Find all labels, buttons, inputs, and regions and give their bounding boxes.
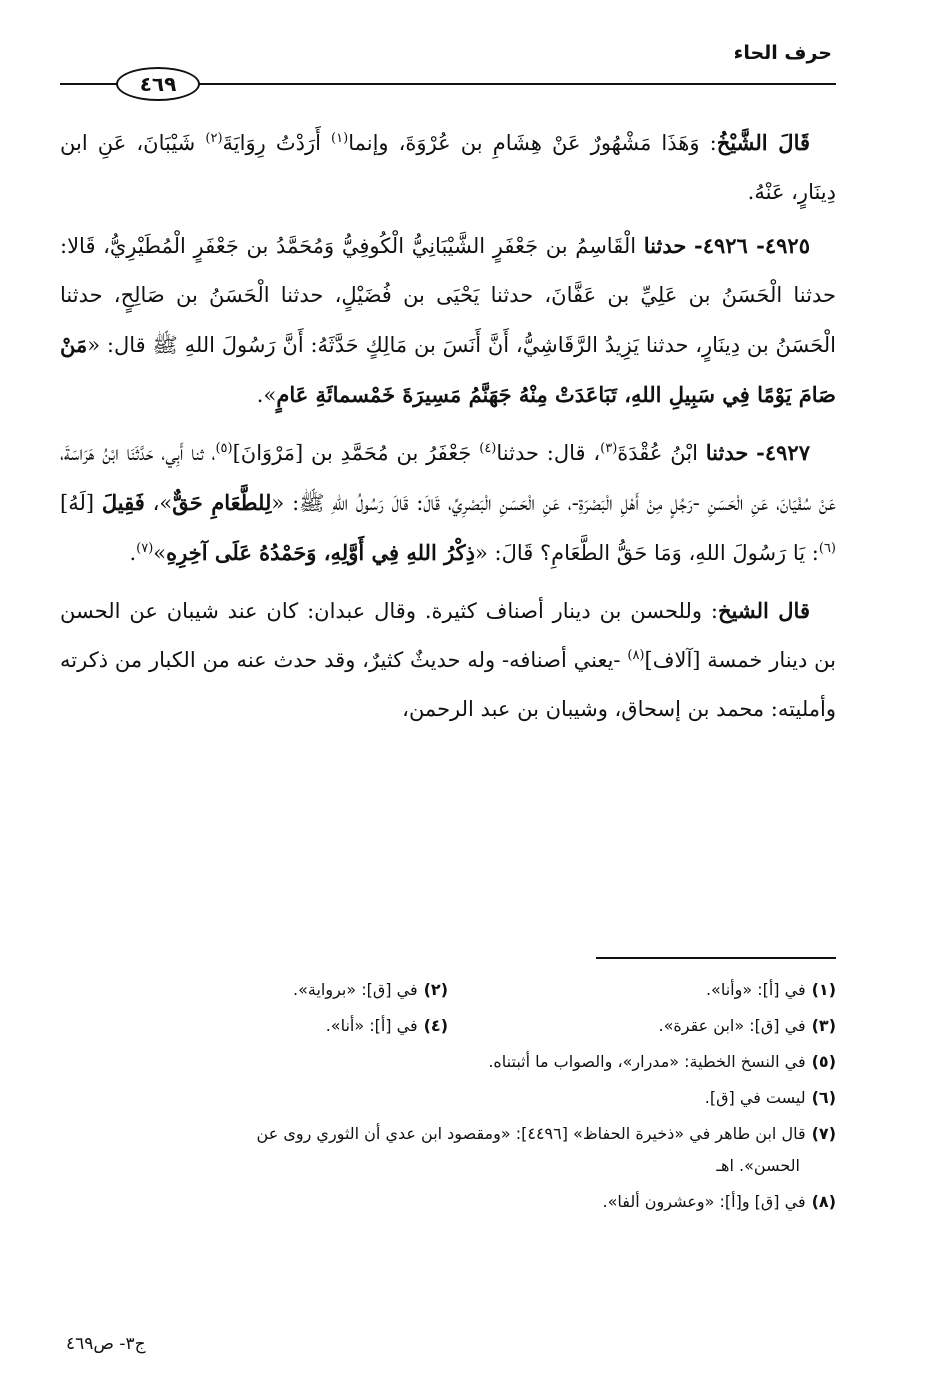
- text-segment: ، ثنا أَبِي، حَدَّثَنَا ابْنُ هَرَاسَةَ، عَنْ سُفْيَانَ، عَنِ الْحَسَنِ -رَجُلٍ مِنْ أَهْلِ الْبَصْرَةِ-، عَنِ الْحَسَنِ الْبَصْرِيِّ، قَالَ: قَالَ رَسُولُ اللهِ ﷺ: «: [60, 441, 836, 515]
- footnote-text: في [ق]: «برواية».: [293, 980, 418, 999]
- footnote-row: [60, 1082, 836, 1114]
- footnote-5: [60, 1046, 836, 1078]
- isnad-text: الْقَاسِمُ بن جَعْفَرٍ الشَّيْبَانِيُّ الْكُوفِيُّ وَمُحَمَّدُ بن جَعْفَرٍ الْمُطَيْرِيُّ، قَالا: حدثنا الْحَسَنُ بن عَلِيِّ بن عَفَّانَ، حدثنا يَحْيَى بن فُضَيْلٍ، حدثنا الْحَسَنُ بن صَالِحٍ، حدثنا الْحَسَنُ بن دِينَارٍ، حدثنا يَزِيدُ الرَّقَاشِيُّ، أَنَّ أَنَسَ بن مَالِكٍ حَدَّثَهُ: أَنَّ رَسُولَ اللهِ ﷺ قال: «: [60, 234, 836, 357]
- text-segment: ».: [256, 383, 277, 407]
- footnote-text: قال ابن طاهر في «ذخيرة الحفاظ» [٤٤٩٦]: «ومقصود ابن عدي أن الثوري روى عن: [256, 1124, 806, 1143]
- footnote-ref-3: (٣): [600, 441, 618, 456]
- footnote-number: (١): [811, 980, 836, 999]
- text-segment: أَرَدْتُ رِوَايَةَ: [222, 131, 332, 155]
- footnote-3: [448, 1010, 836, 1042]
- footnote-ref-6: (٦): [818, 541, 836, 556]
- footnote-1: [448, 974, 836, 1006]
- footnote-text: في [ق] و[أ]: «وعشرون ألفا».: [602, 1192, 806, 1211]
- footnote-number: (٨): [811, 1192, 836, 1211]
- footnote-number: (٦): [811, 1088, 836, 1107]
- footnote-continuation: الحسن». اهـ: [716, 1156, 800, 1175]
- footnote-row: [60, 1186, 836, 1218]
- text-segment: شَيْبَانَ، عَنِ ابن دِينَارٍ، عَنْهُ.: [60, 131, 836, 204]
- main-text: [60, 118, 836, 742]
- text-segment: : وَهَذَا مَشْهُورٌ عَنْ هِشَامِ بن عُرْوَةَ، وإنما: [348, 131, 717, 155]
- hadith-number: ٤٩٢٧-: [756, 440, 810, 465]
- page-number: ٤٦٩: [116, 67, 200, 101]
- footnote-text: في [أ]: «وأنا».: [705, 980, 806, 999]
- hadith-matn: مَنْ صَامَ يَوْمًا فِي سَبِيلِ اللهِ، تَبَاعَدَتْ مِنْهُ جَهَنَّمُ مَسِيرَةَ خَمْسمائَةِ عَامٍ: [60, 332, 836, 407]
- text-segment: جَعْفَرُ بن مُحَمَّدِ بن [مَرْوَانَ]: [232, 441, 480, 465]
- text-segment: ، قال: حدثنا: [496, 441, 601, 465]
- text-segment: [لَهُ]: [60, 491, 102, 515]
- hadith-matn: لِلطَّعَامِ حَقٌّ: [172, 490, 272, 515]
- footnote-ref-4: (٤): [479, 441, 497, 456]
- footnote-row: [60, 1010, 836, 1042]
- footnote-text: في [أ]: «أنا».: [325, 1016, 418, 1035]
- text-segment: ابْنُ عُقْدَةَ: [617, 441, 706, 465]
- paragraph-hadith-4925: [60, 221, 836, 420]
- footnote-number: (٣): [811, 1016, 836, 1035]
- footnote-ref-5: (٥): [215, 441, 233, 456]
- footnote-ref-7: (٧): [136, 541, 154, 556]
- hadith-matn: ذِكْرُ اللهِ فِي أَوَّلِهِ، وَحَمْدُهُ عَلَى آخِرِهِ: [166, 540, 476, 565]
- footnote-ref-1: (١): [331, 131, 349, 146]
- narration-lead: حدثنا: [705, 440, 749, 465]
- text-segment: .: [129, 541, 137, 565]
- footnote-8: [60, 1186, 836, 1218]
- text-segment: »،: [144, 491, 173, 515]
- text-segment: -يعني أصنافه- وله حديثٌ كثيرٌ، وقد حدث عنه من الكبار من ذكرته وأمليته: محمد بن إسحاق، وشيبان بن عبد الرحمن،: [60, 648, 836, 721]
- footnote-4: [60, 1010, 448, 1042]
- volume-page-reference: ج٣- ص٤٦٩: [66, 1334, 146, 1354]
- footnote-ref-2: (٢): [205, 131, 223, 146]
- paragraph-shaykh-note: [60, 586, 836, 734]
- footnote-text: في النسخ الخطية: «مدرار»، والصواب ما أثبتناه.: [488, 1052, 806, 1071]
- footnote-row: [60, 1118, 836, 1182]
- narration-lead: حدثنا: [643, 233, 687, 258]
- footnote-number: (٥): [811, 1052, 836, 1071]
- footnote-ref-8: (٨): [627, 648, 645, 663]
- footnote-row: [60, 1046, 836, 1078]
- hadith-number: ٤٩٢٥- ٤٩٢٦-: [694, 233, 810, 258]
- footnote-text: ليست في [ق].: [704, 1088, 806, 1107]
- footnote-number: (٤): [423, 1016, 448, 1035]
- footnote-text: في [ق]: «ابن عقرة».: [658, 1016, 806, 1035]
- paragraph-shaykh-remark: [60, 118, 836, 217]
- hadith-matn: فَقِيلَ: [101, 490, 145, 515]
- speaker-label: قَالَ الشَّيْخُ: [716, 130, 810, 155]
- text-segment: : يَا رَسُولَ اللهِ، وَمَا حَقُّ الطَّعَامِ؟ قَالَ: «: [475, 541, 819, 565]
- text-segment: »: [153, 541, 167, 565]
- footnote-row: [60, 974, 836, 1006]
- footnote-number: (٢): [423, 980, 448, 999]
- footnote-6: [60, 1082, 836, 1114]
- footnote-7: [60, 1118, 836, 1182]
- text-segment: : وللحسن بن دينار أصناف كثيرة. وقال عبدان: كان عند شيبان عن الحسن بن دينار خمسة [آلاف]: [60, 599, 836, 672]
- speaker-label: قال الشيخ: [717, 598, 810, 623]
- footnotes: [60, 974, 836, 1222]
- footnote-number: (٧): [811, 1124, 836, 1143]
- running-head: حرف الحاء: [733, 42, 832, 64]
- footnote-rule: [596, 957, 836, 959]
- paragraph-hadith-4927: [60, 428, 836, 578]
- footnote-2: [60, 974, 448, 1006]
